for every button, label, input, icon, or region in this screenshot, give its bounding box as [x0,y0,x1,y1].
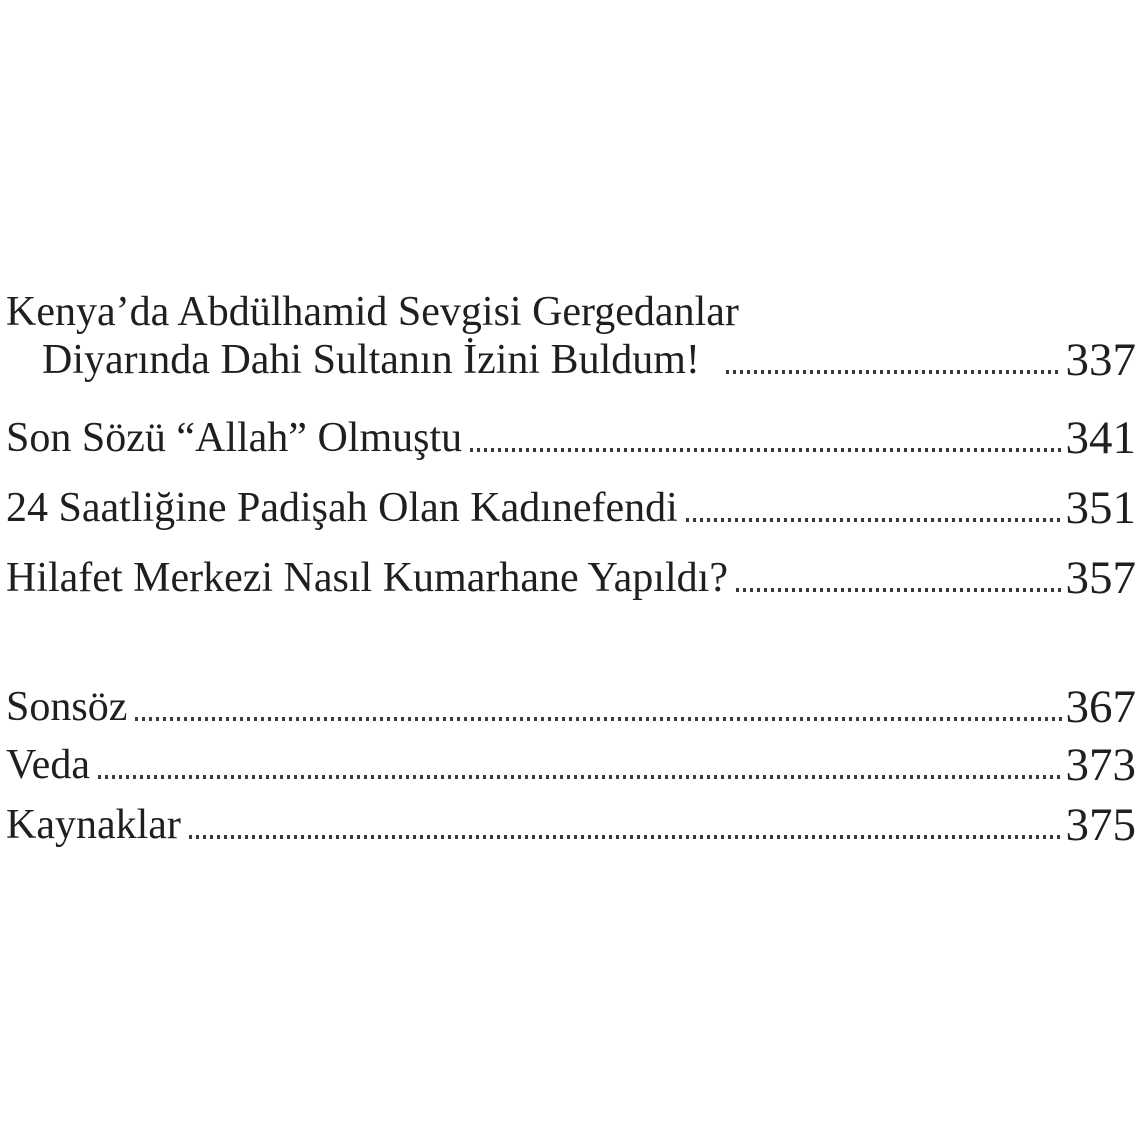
toc-entry-24-saat [6,484,1136,532]
dotted-leader [470,448,1061,452]
toc-entry-title: Son Sözü “Allah” Olmuştu [6,415,463,461]
toc-page-number: 341 [1065,412,1136,464]
toc-entry-title: Sonsöz [6,684,128,730]
dotted-leader [726,370,1062,374]
toc-page-number: 357 [1065,552,1136,604]
dotted-leader [135,717,1061,721]
toc-entry-title-line1: Kenya’da Abdülhamid Sevgisi Gergedanlar [6,289,739,335]
toc-entry-kaynaklar [6,801,1136,849]
dotted-leader [98,775,1062,779]
toc-page-number: 337 [1065,334,1136,386]
toc-entry-kenya [6,288,1136,384]
toc-entry-title: Veda [6,742,90,788]
toc-page-number: 367 [1065,681,1136,733]
toc-entry-son-sozu [6,414,1136,462]
toc-entry-title: Kaynaklar [6,802,181,848]
toc-entry-hilafet [6,554,1136,602]
toc-page-number: 351 [1065,482,1136,534]
toc-entry-row [6,336,1136,384]
toc-page-number: 375 [1065,799,1136,851]
toc-entry-sonsoz [6,683,1136,731]
toc-page-number: 373 [1065,739,1136,791]
toc-entry-veda [6,741,1136,789]
toc-entry-title-line2: Diyarında Dahi Sultanın İzini Buldum! [42,337,700,383]
toc-entry-title: 24 Saatliğine Padişah Olan Kadınefendi [6,485,678,531]
dotted-leader [189,835,1062,839]
dotted-leader [686,518,1062,522]
toc-entry-title: Hilafet Merkezi Nasıl Kumarhane Yapıldı? [6,555,728,601]
dotted-leader [736,588,1062,592]
